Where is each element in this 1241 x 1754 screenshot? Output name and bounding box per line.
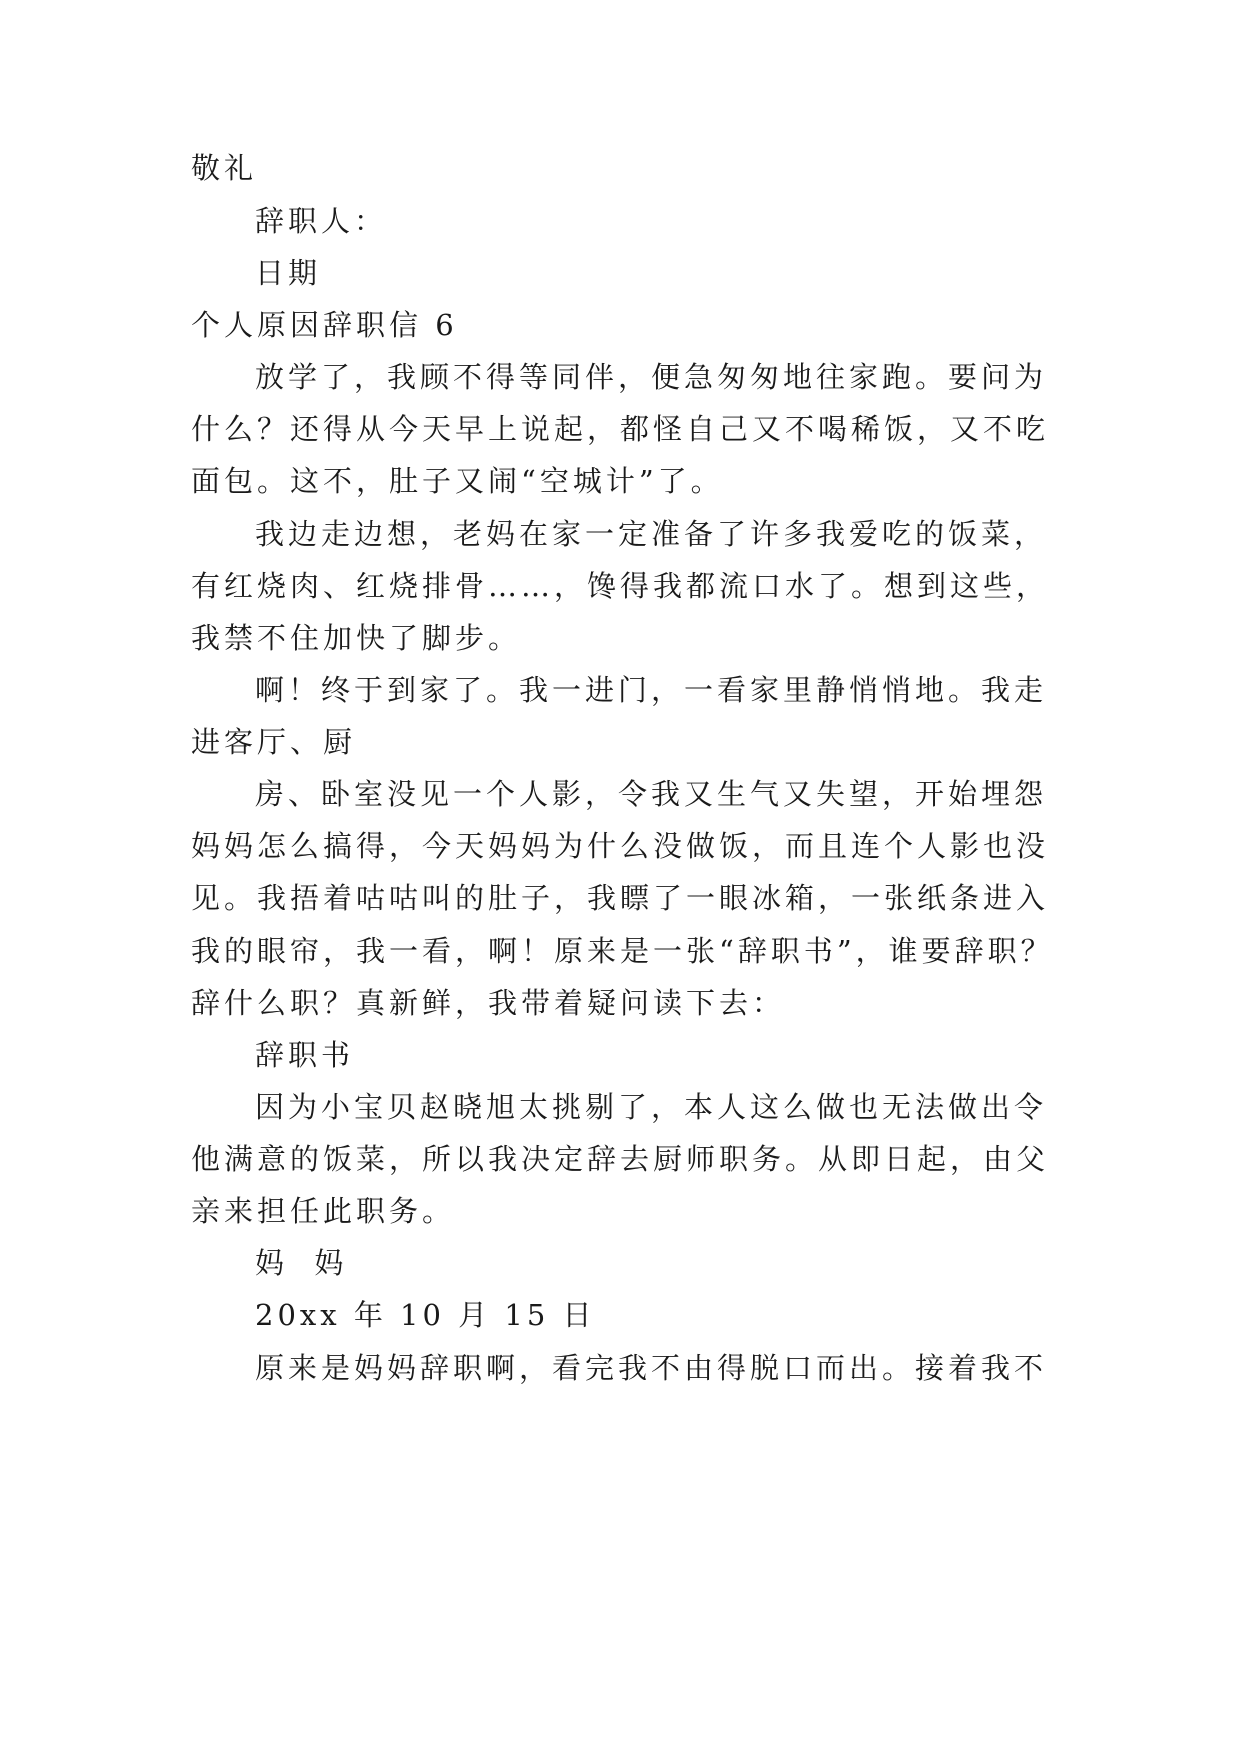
letter-title: 辞职书 [255, 1038, 355, 1072]
letter-signature: 妈 妈 [255, 1246, 348, 1280]
paragraph-line: 见。我捂着咕咕叫的肚子，我瞟了一眼冰箱，一张纸条进入 [191, 881, 1050, 915]
section-title: 个人原因辞职信 6 [191, 308, 458, 342]
paragraph-line: 啊！终于到家了。我一进门，一看家里静悄悄地。我走 [255, 673, 1048, 707]
paragraph-line: 面包。这不，肚子又闹“空城计”了。 [191, 464, 724, 498]
paragraph-line: 他满意的饭菜，所以我决定辞去厨师职务。从即日起，由父 [191, 1142, 1050, 1176]
letter-date: 20xx 年 10 月 15 日 [255, 1298, 596, 1332]
paragraph-line: 我边走边想，老妈在家一定准备了许多我爱吃的饭菜， [255, 517, 1048, 551]
paragraph-line: 原来是妈妈辞职啊，看完我不由得脱口而出。接着我不 [255, 1351, 1048, 1385]
paragraph-line: 放学了，我顾不得等同伴，便急匆匆地往家跑。要问为 [255, 360, 1048, 394]
paragraph-line: 房、卧室没见一个人影，令我又生气又失望，开始埋怨 [255, 777, 1048, 811]
closing-salutation: 敬礼 [191, 151, 258, 185]
paragraph-line: 因为小宝贝赵晓旭太挑剔了，本人这么做也无法做出令 [255, 1090, 1048, 1124]
paragraph-line: 妈妈怎么搞得，今天妈妈为什么没做饭，而且连个人影也没 [191, 829, 1050, 863]
paragraph-line: 有红烧肉、红烧排骨……，馋得我都流口水了。想到这些， [191, 569, 1050, 603]
paragraph-line: 什么？还得从今天早上说起，都怪自己又不喝稀饭，又不吃 [191, 412, 1050, 446]
paragraph-line: 我的眼帘，我一看，啊！原来是一张“辞职书”，谁要辞职？ [191, 934, 1054, 968]
paragraph-line: 亲来担任此职务。 [191, 1194, 456, 1228]
paragraph-line: 我禁不住加快了脚步。 [191, 621, 522, 655]
signature-label: 辞职人： [255, 204, 388, 238]
paragraph-line: 进客厅、厨 [191, 725, 357, 759]
paragraph-line: 辞什么职？真新鲜，我带着疑问读下去： [191, 986, 786, 1020]
date-label: 日期 [255, 256, 322, 290]
